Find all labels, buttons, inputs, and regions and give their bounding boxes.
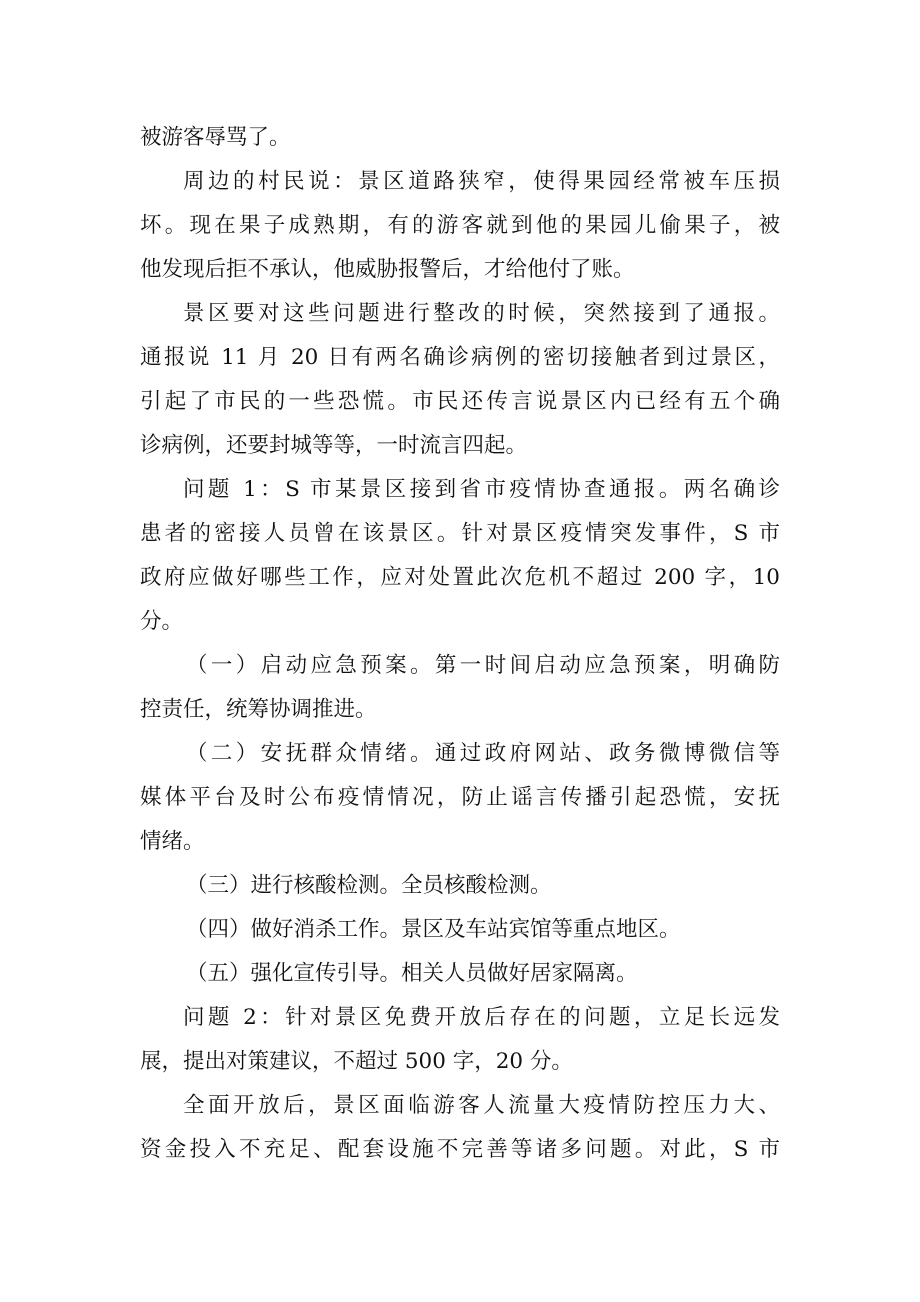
text-line: （五）强化宣传引导。相关人员做好居家隔离。	[186, 961, 638, 986]
text-line: 被游客辱骂了。	[140, 125, 291, 150]
text-line: （一）启动应急预案。第一时间启动应急预案，明确防	[186, 653, 780, 678]
text-line: 患者的密接人员曾在该景区。针对景区疫情突发事件，S 市	[140, 521, 780, 546]
text-line: 分。	[140, 609, 184, 634]
text-line: 诊病例，还要封城等等，一时流言四起。	[140, 433, 528, 458]
text-line: 全面开放后，景区面临游客人流量大疫情防控压力大、	[183, 1093, 780, 1118]
text-line: （三）进行核酸检测。全员核酸检测。	[186, 873, 552, 898]
text-line: 资金投入不充足、配套设施不完善等诸多问题。对此，S 市	[140, 1137, 780, 1162]
text-line: 政府应做好哪些工作，应对处置此次危机不超过 200 字，10	[140, 565, 780, 590]
text-line: 展，提出对策建议，不超过 500 字，20 分。	[140, 1049, 573, 1074]
text-line: 通报说 11 月 20 日有两名确诊病例的密切接触者到过景区，	[140, 345, 780, 370]
text-line: 问题 1：S 市某景区接到省市疫情协查通报。两名确诊	[183, 477, 780, 502]
text-line: 问题 2：针对景区免费开放后存在的问题，立足长远发	[183, 1005, 780, 1030]
text-line: （二）安抚群众情绪。通过政府网站、政务微博微信等	[186, 741, 780, 766]
text-line: 媒体平台及时公布疫情情况，防止谣言传播引起恐慌，安抚	[140, 785, 780, 810]
text-line: 控责任，统筹协调推进。	[140, 697, 377, 722]
text-line: 情绪。	[140, 829, 205, 854]
text-line: 坏。现在果子成熟期，有的游客就到他的果园儿偷果子，被	[140, 213, 780, 238]
text-line: 他发现后拒不承认，他威胁报警后，才给他付了账。	[140, 257, 635, 282]
text-line: （四）做好消杀工作。景区及车站宾馆等重点地区。	[186, 917, 681, 942]
text-line: 周边的村民说：景区道路狭窄，使得果园经常被车压损	[183, 169, 780, 194]
text-line: 引起了市民的一些恐慌。市民还传言说景区内已经有五个确	[140, 389, 780, 414]
text-line: 景区要对这些问题进行整改的时候，突然接到了通报。	[183, 301, 780, 326]
